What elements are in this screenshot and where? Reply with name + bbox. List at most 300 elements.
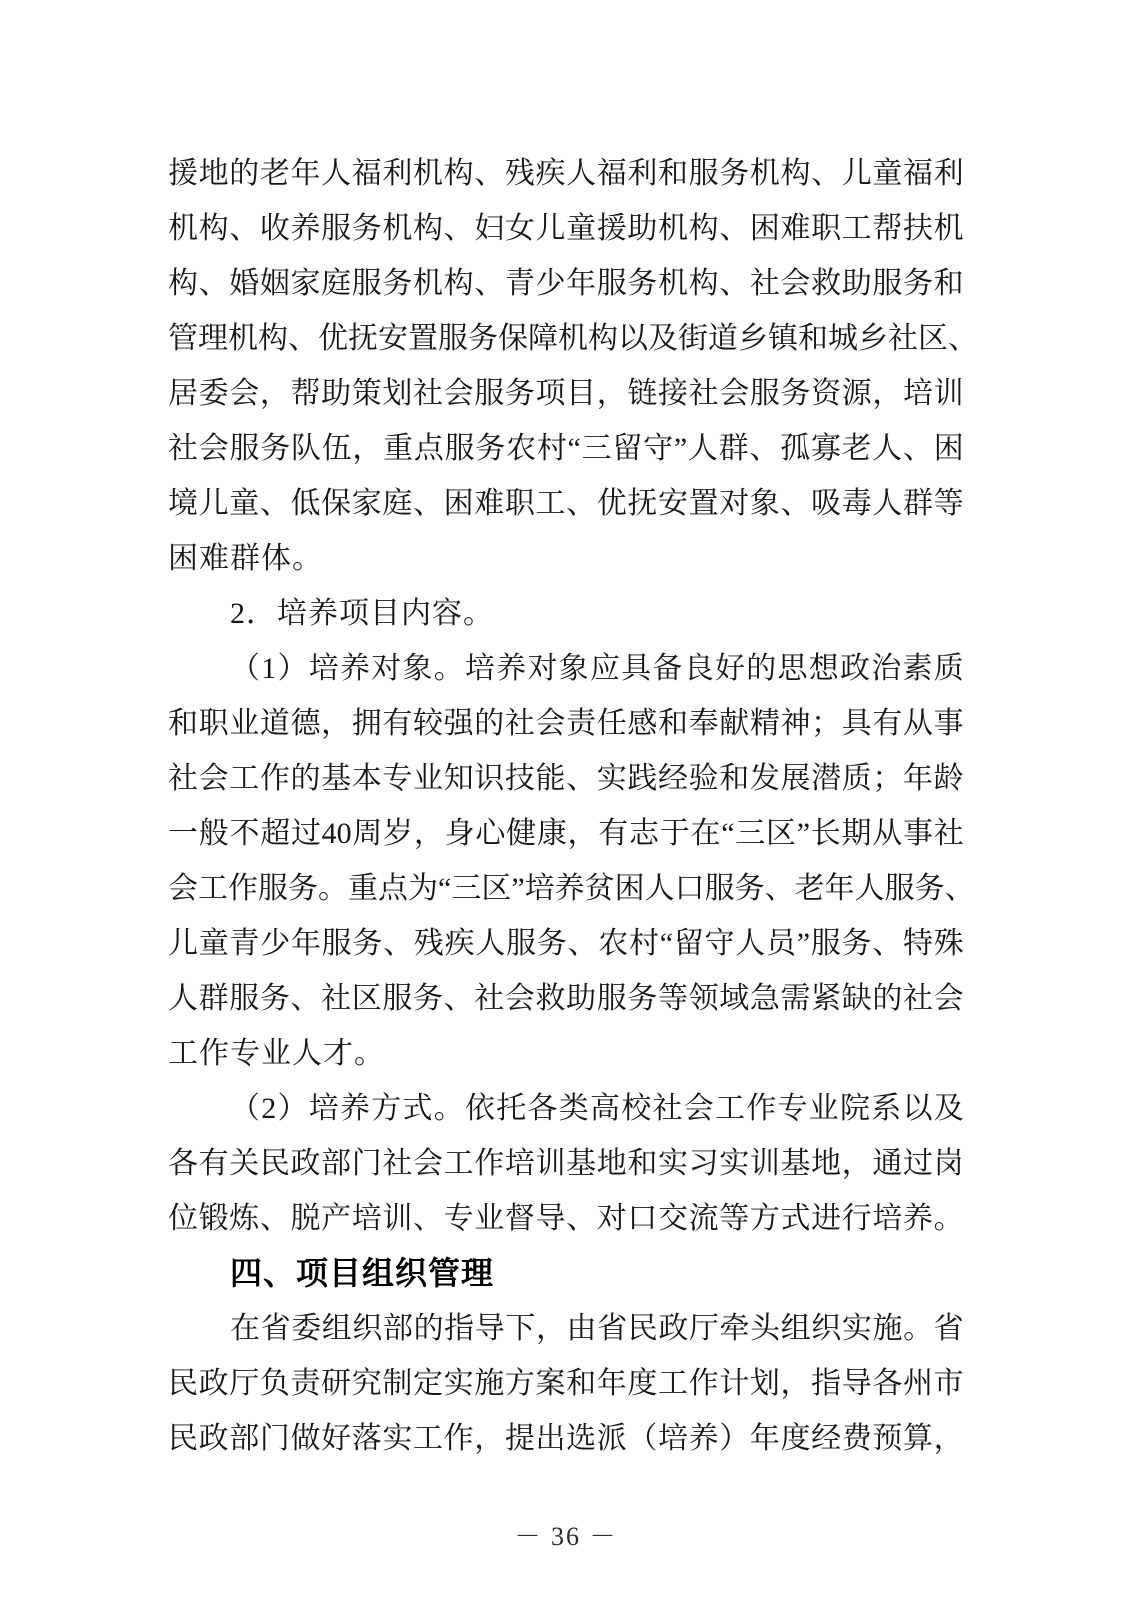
glyph: 人: [872, 432, 903, 465]
glyph: 需: [780, 982, 811, 1015]
glyph: 社: [168, 432, 198, 465]
glyph: 人: [854, 872, 885, 905]
glyph: 脱: [290, 1202, 321, 1235]
glyph: 龄: [933, 762, 964, 795]
glyph: 务: [734, 872, 765, 905]
glyph: 构: [780, 157, 811, 190]
glyph: 发: [749, 762, 780, 795]
glyph: 指: [444, 1312, 475, 1345]
glyph: 员: [766, 927, 797, 960]
glyph: 组: [321, 1312, 352, 1345]
text-line: [168, 146, 964, 201]
glyph: 责: [566, 707, 597, 740]
glyph: 专: [777, 1092, 808, 1125]
text-line: 工作专业人才。: [168, 1037, 385, 1070]
glyph: 和: [658, 707, 688, 740]
text-line: [168, 476, 964, 531]
glyph: 康: [536, 817, 567, 850]
glyph: 训: [933, 377, 964, 410]
glyph: 群: [903, 487, 933, 520]
body-paragraph: [168, 641, 975, 1081]
glyph: 服: [351, 267, 382, 300]
glyph: 工: [229, 762, 260, 795]
glyph: 方: [749, 1202, 780, 1235]
glyph: 社: [749, 267, 780, 300]
text-line: [168, 751, 964, 806]
glyph: 救: [535, 982, 566, 1015]
glyph: 会: [933, 982, 964, 1015]
glyph: 社: [504, 707, 535, 740]
text-line: [168, 366, 964, 421]
glyph: ”: [511, 872, 525, 905]
glyph: 缺: [841, 982, 872, 1015]
glyph: 社: [382, 1147, 413, 1180]
glyph: 民: [168, 1367, 198, 1400]
glyph: 群: [198, 982, 229, 1015]
glyph: 三: [581, 432, 612, 465]
glyph: 服: [596, 982, 627, 1015]
glyph: 具: [841, 707, 872, 740]
glyph: 象: [558, 652, 589, 685]
glyph: 行: [841, 1202, 872, 1235]
glyph: 帮: [872, 212, 903, 245]
glyph: 会: [198, 762, 229, 795]
glyph: 守: [643, 432, 674, 465]
glyph: 工: [198, 872, 228, 905]
glyph: 童: [566, 212, 597, 245]
glyph: 构: [688, 267, 719, 300]
glyph: 关: [229, 1147, 260, 1180]
glyph: 扶: [903, 212, 933, 245]
glyph: 出: [535, 1422, 566, 1455]
glyph: 费: [841, 1422, 872, 1455]
glyph: 各: [168, 1147, 198, 1180]
glyph: 紧: [811, 982, 842, 1015]
glyph: 、: [903, 432, 934, 465]
glyph: 家: [290, 267, 321, 300]
glyph: 长: [810, 817, 841, 850]
glyph: 、: [566, 1202, 597, 1235]
glyph: 各: [872, 1367, 903, 1400]
glyph: 年: [903, 762, 933, 795]
glyph: 研: [321, 1367, 352, 1400]
glyph: 算: [903, 1422, 933, 1455]
glyph: 方: [504, 1367, 535, 1400]
glyph: 区: [766, 817, 797, 850]
glyph: 度: [780, 1422, 811, 1455]
glyph: 、: [780, 487, 811, 520]
glyph: 践: [627, 762, 658, 795]
glyph: 三: [451, 872, 482, 905]
glyph: 和: [168, 707, 198, 740]
glyph: 留: [673, 927, 704, 960]
glyph: 经: [658, 762, 688, 795]
glyph: 业: [474, 1202, 505, 1235]
glyph: 及: [933, 1092, 964, 1125]
glyph: ，: [474, 1422, 505, 1455]
glyph: 、: [944, 872, 975, 905]
glyph: 锻: [198, 1202, 229, 1235]
glyph: 人: [644, 872, 675, 905]
text-line: [168, 421, 964, 476]
glyph: ，: [321, 707, 352, 740]
glyph: 利: [627, 157, 658, 190]
glyph: 精: [749, 707, 780, 740]
glyph: 构: [688, 212, 719, 245]
glyph: 社: [321, 982, 352, 1015]
glyph: 过: [290, 817, 321, 850]
glyph: 养: [688, 1422, 719, 1455]
glyph: 部: [229, 1422, 260, 1455]
glyph: 作: [228, 872, 258, 905]
glyph: 40: [321, 817, 352, 850]
glyph: 式: [780, 1202, 811, 1235]
body-paragraph: [168, 1081, 964, 1246]
glyph: 机: [658, 267, 688, 300]
glyph: 福: [596, 157, 627, 190]
glyph: 委: [198, 377, 229, 410]
glyph: “: [659, 927, 674, 960]
body-paragraph: [168, 586, 964, 641]
glyph: 青: [229, 927, 260, 960]
glyph: 保: [498, 322, 528, 355]
glyph: 的: [290, 762, 321, 795]
glyph: 源: [841, 377, 872, 410]
glyph: 构: [443, 267, 474, 300]
glyph: 政: [658, 1312, 689, 1345]
glyph: 高: [590, 1092, 620, 1125]
glyph: 2: [261, 1092, 277, 1125]
glyph: 老: [259, 157, 290, 190]
glyph: 工: [443, 1147, 474, 1180]
glyph: 困: [749, 212, 780, 245]
glyph: 助: [566, 982, 597, 1015]
glyph: 区: [918, 322, 948, 355]
glyph: 服: [688, 157, 719, 190]
glyph: 青: [504, 267, 535, 300]
glyph: 项: [535, 377, 566, 410]
glyph: 知: [443, 762, 474, 795]
glyph: 、: [719, 267, 750, 300]
glyph: 在: [230, 1312, 260, 1345]
glyph: 一: [168, 817, 198, 850]
glyph: 构: [443, 157, 474, 190]
glyph: 期: [841, 817, 872, 850]
text-line: [168, 1081, 964, 1136]
glyph: 和: [627, 1147, 658, 1180]
text-line: [168, 311, 978, 366]
text-line: 2．培养项目内容。: [230, 597, 494, 630]
glyph: 和: [798, 322, 828, 355]
glyph: 委: [291, 1312, 322, 1345]
glyph: 残: [504, 157, 535, 190]
glyph: 构: [198, 212, 229, 245]
glyph: 养: [554, 872, 585, 905]
glyph: 的: [229, 157, 260, 190]
glyph: 家: [351, 487, 382, 520]
glyph: 儿: [198, 487, 229, 520]
glyph: 、: [474, 157, 505, 190]
glyph: 社: [903, 982, 933, 1015]
glyph: 留: [612, 432, 643, 465]
glyph: 庭: [321, 267, 352, 300]
glyph: 服: [749, 377, 780, 410]
glyph: 特: [903, 927, 934, 960]
glyph: 理: [198, 322, 228, 355]
glyph: 、: [413, 487, 443, 520]
glyph: 机: [933, 212, 964, 245]
glyph: 强: [443, 707, 474, 740]
glyph: 指: [811, 1367, 842, 1400]
glyph: 培: [465, 652, 495, 685]
glyph: 培: [308, 652, 339, 685]
glyph: 献: [719, 707, 750, 740]
glyph: 道: [708, 322, 738, 355]
glyph: 人: [321, 157, 352, 190]
glyph: 安: [658, 487, 688, 520]
glyph: 社: [933, 817, 964, 850]
glyph: 人: [168, 982, 198, 1015]
glyph: 养: [903, 1202, 933, 1235]
glyph: 口: [627, 1202, 658, 1235]
glyph: 目: [566, 377, 597, 410]
glyph: 依: [465, 1092, 495, 1125]
glyph: 会: [683, 1092, 714, 1125]
glyph: 务: [504, 377, 535, 410]
glyph: 年: [824, 872, 855, 905]
glyph: 岁: [383, 817, 414, 850]
glyph: 福: [351, 157, 382, 190]
glyph: 究: [351, 1367, 382, 1400]
glyph: 毒: [841, 487, 872, 520]
glyph: 区: [351, 982, 382, 1015]
glyph: 素: [902, 652, 933, 685]
glyph: 助: [841, 267, 872, 300]
glyph: 等: [719, 1202, 750, 1235]
glyph: 、: [764, 872, 795, 905]
heading-paragraph: [168, 1246, 964, 1301]
glyph: 习: [688, 1147, 719, 1180]
glyph: 残: [413, 927, 444, 960]
glyph: 年: [749, 1422, 780, 1455]
glyph: 会: [535, 707, 566, 740]
glyph: 炼: [229, 1202, 260, 1235]
glyph: 服: [704, 872, 735, 905]
glyph: 资: [811, 377, 842, 410]
glyph: 和: [719, 762, 750, 795]
glyph: 下: [505, 1312, 536, 1345]
glyph: 实: [719, 1147, 750, 1180]
glyph: ）: [277, 1092, 308, 1125]
glyph: 质: [933, 652, 964, 685]
glyph: 培: [308, 1092, 339, 1125]
glyph: ，: [259, 377, 290, 410]
glyph: 责: [290, 1367, 321, 1400]
glyph: 地: [198, 157, 229, 190]
glyph: 人: [566, 157, 597, 190]
glyph: 庭: [382, 487, 413, 520]
glyph: 过: [903, 1147, 933, 1180]
glyph: 度: [627, 1367, 658, 1400]
glyph: 产: [321, 1202, 352, 1235]
glyph: 及: [648, 322, 678, 355]
glyph: 质: [841, 762, 872, 795]
glyph: 年: [290, 157, 321, 190]
glyph: 镇: [768, 322, 798, 355]
glyph: 院: [840, 1092, 870, 1125]
glyph: 年: [566, 267, 597, 300]
glyph: 优: [596, 487, 627, 520]
glyph: 机: [749, 157, 780, 190]
glyph: 专: [443, 1202, 474, 1235]
glyph: 备: [652, 652, 683, 685]
glyph: 居: [168, 377, 198, 410]
glyph: 作: [474, 1147, 505, 1180]
glyph: 、: [443, 212, 474, 245]
glyph: 具: [621, 652, 652, 685]
glyph: 、: [948, 322, 978, 355]
glyph: 务: [260, 432, 291, 465]
glyph: 乡: [738, 322, 768, 355]
glyph: 安: [378, 322, 408, 355]
glyph: 构: [413, 212, 443, 245]
glyph: 务: [627, 267, 658, 300]
glyph: 省: [597, 1312, 628, 1345]
glyph: 想: [808, 652, 839, 685]
glyph: 社: [652, 1092, 683, 1125]
glyph: 领: [688, 982, 719, 1015]
glyph: 机: [382, 212, 413, 245]
glyph: 有: [382, 707, 413, 740]
glyph: 为: [408, 872, 438, 905]
glyph: 、: [288, 322, 318, 355]
glyph: 的: [413, 1312, 444, 1345]
glyph: 省: [260, 1312, 291, 1345]
glyph: 的: [872, 982, 903, 1015]
glyph: 、: [259, 487, 290, 520]
glyph: 低: [290, 487, 321, 520]
glyph: 政: [840, 652, 870, 685]
glyph: 工: [715, 1092, 745, 1125]
glyph: 省: [933, 1312, 964, 1345]
glyph: 等: [658, 982, 688, 1015]
glyph: 童: [872, 157, 903, 190]
text-line: [168, 1301, 964, 1356]
glyph: 对: [719, 487, 750, 520]
glyph: 通: [872, 1147, 903, 1180]
glyph: 和: [933, 267, 964, 300]
glyph: 好: [321, 1422, 352, 1455]
glyph: 头: [750, 1312, 781, 1345]
glyph: 培: [658, 1422, 688, 1455]
glyph: 务: [719, 157, 750, 190]
glyph: 本: [351, 762, 382, 795]
glyph: 民: [168, 1422, 198, 1455]
glyph: 实: [658, 1147, 688, 1180]
glyph: 德: [290, 707, 321, 740]
glyph: 帮: [290, 377, 321, 410]
glyph: 人: [735, 927, 766, 960]
glyph: 施: [872, 1312, 903, 1345]
glyph: ，: [352, 432, 383, 465]
glyph: 、: [290, 982, 321, 1015]
glyph: 域: [719, 982, 750, 1015]
glyph: 、: [567, 927, 598, 960]
glyph: 困: [933, 432, 964, 465]
glyph: 、: [749, 432, 780, 465]
glyph: 组: [780, 1312, 811, 1345]
glyph: 置: [408, 322, 438, 355]
glyph: 年: [596, 1367, 627, 1400]
glyph: 务: [352, 927, 383, 960]
glyph: 校: [621, 1092, 652, 1125]
text-line: [168, 641, 964, 696]
glyph: 象: [402, 652, 433, 685]
glyph: 重: [348, 872, 378, 905]
glyph: 服: [438, 322, 468, 355]
text-line: [168, 916, 964, 971]
glyph: ；: [872, 762, 903, 795]
glyph: 构: [258, 322, 288, 355]
glyph: 政: [198, 1367, 229, 1400]
glyph: 、: [719, 212, 750, 245]
glyph: 心: [475, 817, 506, 850]
glyph: 口: [674, 872, 705, 905]
glyph: 训: [749, 1147, 780, 1180]
glyph: 老: [841, 432, 872, 465]
glyph: ）: [277, 652, 308, 685]
glyph: 织: [811, 1312, 842, 1345]
glyph: 儿: [535, 212, 566, 245]
glyph: 定: [413, 1367, 443, 1400]
glyph: 人: [872, 487, 903, 520]
glyph: 务: [627, 982, 658, 1015]
glyph: 务: [475, 432, 506, 465]
glyph: 伍: [321, 432, 352, 465]
glyph: 应: [590, 652, 620, 685]
glyph: 务: [780, 377, 811, 410]
glyph: 基: [780, 1147, 811, 1180]
text-line: [168, 201, 964, 256]
glyph: 门: [259, 1422, 290, 1455]
glyph: 机: [413, 267, 443, 300]
glyph: 抚: [348, 322, 378, 355]
glyph: 好: [715, 652, 745, 685]
glyph: 负: [259, 1367, 290, 1400]
glyph: 实: [596, 762, 627, 795]
glyph: 贫: [584, 872, 615, 905]
glyph: 神: [780, 707, 811, 740]
glyph: 从: [872, 817, 903, 850]
glyph: 业: [413, 762, 443, 795]
glyph: 构: [168, 267, 198, 300]
glyph: 福: [903, 157, 933, 190]
glyph: 和: [566, 1367, 597, 1400]
glyph: 社: [413, 377, 443, 410]
glyph: 务: [536, 927, 567, 960]
glyph: 方: [371, 1092, 402, 1125]
glyph: 保: [321, 487, 352, 520]
glyph: 区: [481, 872, 512, 905]
glyph: 利: [933, 157, 964, 190]
glyph: 务: [259, 982, 290, 1015]
glyph: ；: [811, 707, 842, 740]
glyph: 队: [290, 432, 321, 465]
glyph: 地: [596, 1147, 627, 1180]
glyph: 划: [749, 1367, 780, 1400]
text-line: [168, 1356, 964, 1411]
glyph: 点: [413, 432, 444, 465]
